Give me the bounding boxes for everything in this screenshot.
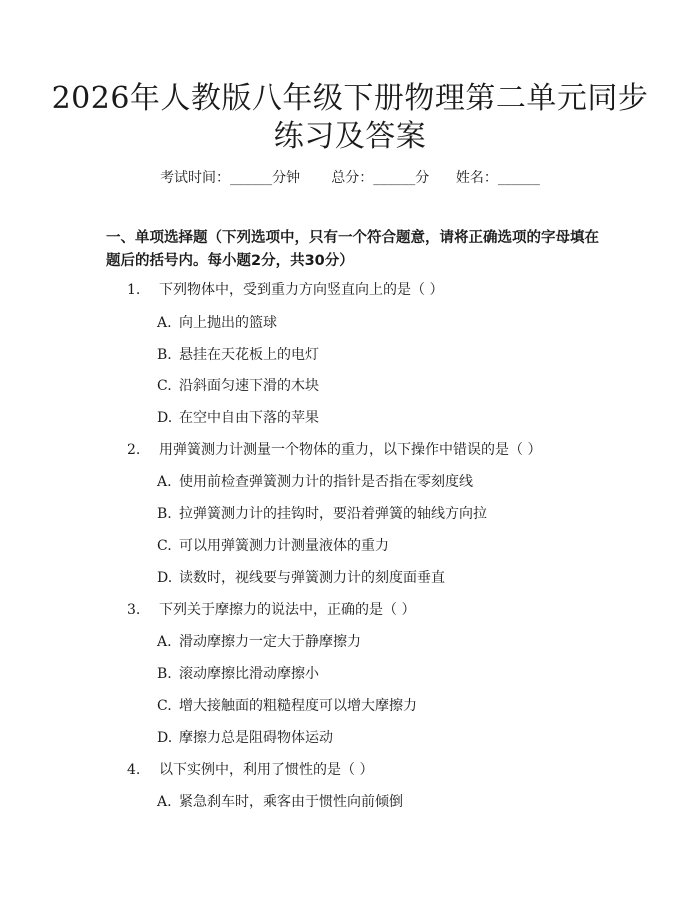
option-3c bbox=[157, 696, 417, 716]
option-1b bbox=[157, 345, 319, 365]
option-letter: B. bbox=[157, 506, 172, 522]
total-score-unit: 分 bbox=[415, 170, 430, 186]
question-1 bbox=[127, 280, 443, 300]
option-2b bbox=[157, 504, 487, 524]
question-text: 以下实例中，利用了惯性的是（ ） bbox=[159, 762, 374, 778]
option-text: 增大接触面的粗糙程度可以增大摩擦力 bbox=[179, 698, 417, 714]
exam-time-label: 考试时间： bbox=[160, 170, 231, 186]
exam-info-line bbox=[0, 168, 700, 188]
option-letter: A. bbox=[157, 315, 172, 331]
option-text: 在空中自由下落的苹果 bbox=[179, 410, 319, 426]
option-text: 读数时，视线要与弹簧测力计的刻度面垂直 bbox=[179, 570, 445, 586]
section-heading: 一、单项选择题（下列选项中，只有一个符合题意，请将正确选项的字母填在题后的括号内。每小题2分，共30分） bbox=[106, 230, 599, 269]
option-1c bbox=[157, 376, 319, 396]
question-text: 下列物体中，受到重力方向竖直向上的是（ ） bbox=[159, 282, 444, 298]
option-text: 滑动摩擦力一定大于静摩擦力 bbox=[179, 634, 361, 650]
option-letter: B. bbox=[157, 347, 172, 363]
option-text: 摩擦力总是阻碍物体运动 bbox=[179, 730, 333, 746]
total-score-blank: ______ bbox=[373, 170, 416, 186]
option-letter: D. bbox=[157, 730, 173, 746]
option-3b bbox=[157, 664, 319, 684]
option-letter: B. bbox=[157, 666, 172, 682]
question-text: 用弹簧测力计测量一个物体的重力，以下操作中错误的是（ ） bbox=[159, 442, 542, 458]
option-text: 拉弹簧测力计的挂钩时，要沿着弹簧的轴线方向拉 bbox=[179, 506, 487, 522]
option-text: 悬挂在天花板上的电灯 bbox=[179, 347, 319, 363]
question-text: 下列关于摩擦力的说法中，正确的是（ ） bbox=[159, 602, 416, 618]
option-4a bbox=[157, 792, 403, 812]
option-letter: A. bbox=[157, 474, 172, 490]
question-number: 2. bbox=[127, 442, 141, 458]
student-name-blank: ______ bbox=[497, 170, 540, 186]
option-letter: C. bbox=[157, 698, 172, 714]
option-3d bbox=[157, 728, 333, 748]
option-text: 沿斜面匀速下滑的木块 bbox=[179, 378, 319, 394]
question-number: 3. bbox=[127, 602, 141, 618]
option-2c bbox=[157, 536, 389, 556]
option-1a bbox=[157, 313, 277, 333]
total-score-label: 总分： bbox=[331, 170, 374, 186]
option-text: 滚动摩擦比滑动摩擦小 bbox=[179, 666, 319, 682]
option-text: 向上抛出的篮球 bbox=[179, 315, 277, 331]
document-title-line-2: 练习及答案 bbox=[273, 119, 427, 154]
student-name-label: 姓名： bbox=[455, 170, 498, 186]
option-letter: C. bbox=[157, 378, 172, 394]
question-2 bbox=[127, 440, 541, 460]
option-text: 紧急刹车时，乘客由于惯性向前倾倒 bbox=[179, 794, 403, 810]
option-letter: D. bbox=[157, 570, 173, 586]
option-letter: A. bbox=[157, 794, 172, 810]
question-number: 4. bbox=[127, 762, 141, 778]
question-3 bbox=[127, 600, 415, 620]
option-text: 使用前检查弹簧测力计的指针是否指在零刻度线 bbox=[179, 474, 473, 490]
exam-time-unit: 分钟 bbox=[272, 170, 301, 186]
option-2d bbox=[157, 568, 445, 588]
question-number: 1. bbox=[127, 282, 141, 298]
option-2a bbox=[157, 472, 473, 492]
option-letter: A. bbox=[157, 634, 172, 650]
document-title-line-1: 2026年人教版八年级下册物理第二单元同步 bbox=[51, 81, 649, 116]
option-1d bbox=[157, 408, 319, 428]
option-letter: D. bbox=[157, 410, 173, 426]
option-3a bbox=[157, 632, 361, 652]
option-letter: C. bbox=[157, 538, 172, 554]
exam-time-blank: ______ bbox=[230, 170, 273, 186]
question-4 bbox=[127, 760, 373, 780]
option-text: 可以用弹簧测力计测量液体的重力 bbox=[179, 538, 389, 554]
